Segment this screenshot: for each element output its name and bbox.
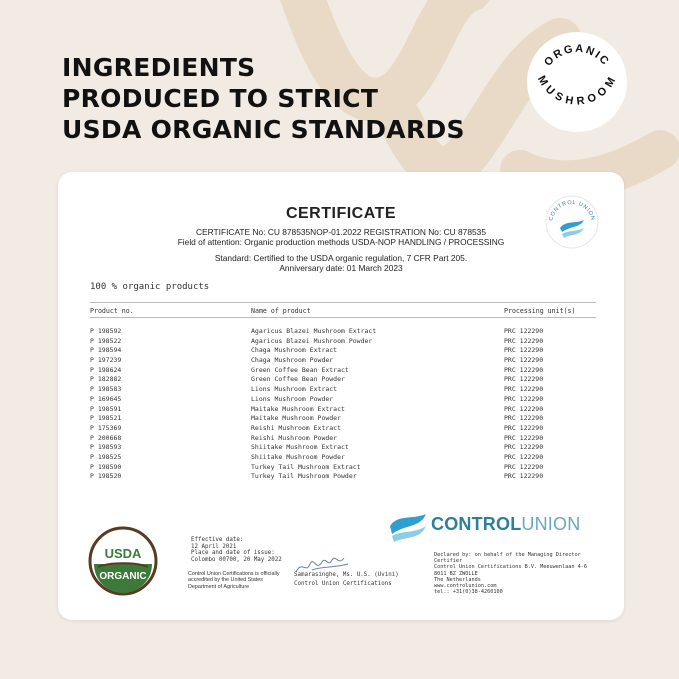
usda-seal-top: USDA xyxy=(104,546,142,561)
table-row xyxy=(90,395,596,405)
usda-seal-bottom: ORGANIC xyxy=(99,571,147,582)
table-row xyxy=(90,327,596,337)
table-row xyxy=(90,375,596,385)
headline xyxy=(62,52,465,145)
product-name-cell: Agaricus Blazei Mushroom Powder xyxy=(251,336,373,345)
product-no-cell: P 198521 xyxy=(90,414,122,423)
control-union-emblem xyxy=(544,194,600,250)
signer-name: Samarasinghe, Ms. U.S. (Uvini) xyxy=(294,572,399,578)
product-no-cell: P 198583 xyxy=(90,385,122,394)
table-row xyxy=(90,443,596,453)
table-row xyxy=(90,434,596,444)
product-name-cell: Green Coffee Bean Powder xyxy=(251,375,345,384)
product-no-cell: P 198594 xyxy=(90,346,122,355)
processing-unit-cell: PRC 122290 xyxy=(504,375,544,384)
headline-line-2: PRODUCED TO STRICT xyxy=(62,84,379,113)
product-no-cell: P 198592 xyxy=(90,327,122,335)
badge-bottom-text: MUSHROOM xyxy=(535,73,619,108)
control-union-logo-icon xyxy=(388,510,428,544)
control-union-wordmark xyxy=(431,514,580,535)
table-row xyxy=(90,366,596,376)
processing-unit-cell: PRC 122290 xyxy=(504,443,544,452)
effective-label: Effective date: xyxy=(191,537,244,543)
certificate-title: CERTIFICATE xyxy=(285,205,397,222)
product-table xyxy=(90,327,596,482)
field-of-attention: Field of attention: Organic production methods USDA-NOP HANDLING / PROCESSING xyxy=(177,237,505,247)
product-no-cell: P 198591 xyxy=(90,404,122,413)
product-no-cell: P 198590 xyxy=(90,462,122,471)
product-name-cell: Agaricus Blazei Mushroom Extract xyxy=(251,327,377,335)
product-name-cell: Lions Mushroom Extract xyxy=(251,385,338,394)
product-no-cell: P 182882 xyxy=(90,375,122,384)
processing-unit-cell: PRC 122290 xyxy=(504,404,544,413)
processing-unit-cell: PRC 122290 xyxy=(504,327,544,335)
declared-line: tel.: +31(0)38-4260100 xyxy=(434,589,503,596)
product-no-cell: P 198522 xyxy=(90,336,122,345)
table-row xyxy=(90,346,596,356)
processing-unit-cell: PRC 122290 xyxy=(504,472,544,481)
header-processing-unit: Processing unit(s) xyxy=(504,307,576,315)
product-name-cell: Shiitake Mushroom Powder xyxy=(251,452,345,461)
wordmark-union: UNION xyxy=(521,514,581,534)
product-name-cell: Maitake Mushroom Extract xyxy=(251,404,345,413)
usda-accreditation-note: Control Union Certifications is officially accredited by the United States Department of Agriculture xyxy=(188,571,280,590)
declared-line: The Netherlands xyxy=(434,576,481,583)
header-product-name: Name of product xyxy=(251,307,311,315)
table-row xyxy=(90,414,596,424)
table-row xyxy=(90,463,596,473)
product-name-cell: Shiitake Mushroom Extract xyxy=(251,443,349,452)
product-no-cell: P 198525 xyxy=(90,452,122,461)
effective-info xyxy=(191,537,301,563)
certificate-number: CERTIFICATE No: CU 878535NOP-01.2022 REGISTRATION No: CU 878535 xyxy=(196,227,486,237)
organic-percentage: 100 % organic products xyxy=(90,282,210,292)
processing-unit-cell: PRC 122290 xyxy=(504,433,544,442)
table-row xyxy=(90,472,596,482)
certificate-card xyxy=(58,172,624,620)
product-no-cell: P 169645 xyxy=(90,394,122,403)
declared-line: Declared by: on behalf of the Managing Director xyxy=(434,552,581,558)
product-no-cell: P 175369 xyxy=(90,423,122,432)
processing-unit-cell: PRC 122290 xyxy=(504,394,544,403)
processing-unit-cell: PRC 122290 xyxy=(504,336,544,345)
declared-line: 8011 BZ ZWOLLE xyxy=(434,570,478,577)
processing-unit-cell: PRC 122290 xyxy=(504,385,544,394)
table-row xyxy=(90,424,596,434)
product-name-cell: Turkey Tail Mushroom Extract xyxy=(251,462,361,471)
product-name-cell: Turkey Tail Mushroom Powder xyxy=(251,472,357,481)
product-name-cell: Maitake Mushroom Powder xyxy=(251,414,342,423)
product-no-cell: P 198624 xyxy=(90,365,122,374)
signer-block xyxy=(294,571,399,589)
product-name-cell: Reishi Mushroom Powder xyxy=(251,433,338,442)
anniversary-date: Anniversary date: 01 March 2023 xyxy=(279,263,403,273)
table-row xyxy=(90,385,596,395)
processing-unit-cell: PRC 122290 xyxy=(504,414,544,423)
declared-line: Certifier xyxy=(434,558,463,565)
issue-label: Place and date of issue: xyxy=(191,550,275,557)
issue-place-date: Colombo 00700, 20 May 2022 xyxy=(191,556,282,563)
effective-date: 12 April 2021 xyxy=(191,543,237,550)
badge-top-text: ORGANIC xyxy=(542,42,612,69)
emblem-text: CONTROL UNION xyxy=(548,199,596,222)
processing-unit-cell: PRC 122290 xyxy=(504,346,544,355)
organic-mushroom-badge xyxy=(523,28,631,136)
product-name-cell: Chaga Mushroom Extract xyxy=(251,346,338,355)
table-row xyxy=(90,337,596,347)
declared-line: Control Union Certifications B.V. Meeuwenlaan 4-6 xyxy=(434,564,588,571)
headline-line-1: INGREDIENTS xyxy=(62,53,256,82)
usda-organic-seal xyxy=(88,526,158,596)
product-name-cell: Green Coffee Bean Extract xyxy=(251,365,349,374)
declared-by-block xyxy=(434,552,624,595)
signer-org: Control Union Certifications xyxy=(294,580,392,587)
product-name-cell: Lions Mushroom Powder xyxy=(251,394,334,403)
standard-line: Standard: Certified to the USDA organic regulation, 7 CFR Part 205. xyxy=(214,253,468,263)
processing-unit-cell: PRC 122290 xyxy=(504,462,544,471)
table-row xyxy=(90,453,596,463)
product-no-cell: P 200668 xyxy=(90,433,122,442)
processing-unit-cell: PRC 122290 xyxy=(504,423,544,432)
product-no-cell: P 197239 xyxy=(90,356,122,365)
table-row xyxy=(90,405,596,415)
table-row xyxy=(90,356,596,366)
table-header xyxy=(90,302,596,318)
product-no-cell: P 198520 xyxy=(90,472,122,481)
processing-unit-cell: PRC 122290 xyxy=(504,365,544,374)
product-name-cell: Reishi Mushroom Extract xyxy=(251,423,342,432)
declared-line: www.controlunion.com xyxy=(434,583,497,590)
headline-line-3: USDA ORGANIC STANDARDS xyxy=(62,115,465,144)
product-no-cell: P 198593 xyxy=(90,443,122,452)
header-product-no: Product no. xyxy=(90,307,134,315)
processing-unit-cell: PRC 122290 xyxy=(504,356,544,365)
product-name-cell: Chaga Mushroom Powder xyxy=(251,356,334,365)
wordmark-control: CONTROL xyxy=(431,514,522,534)
processing-unit-cell: PRC 122290 xyxy=(504,452,544,461)
